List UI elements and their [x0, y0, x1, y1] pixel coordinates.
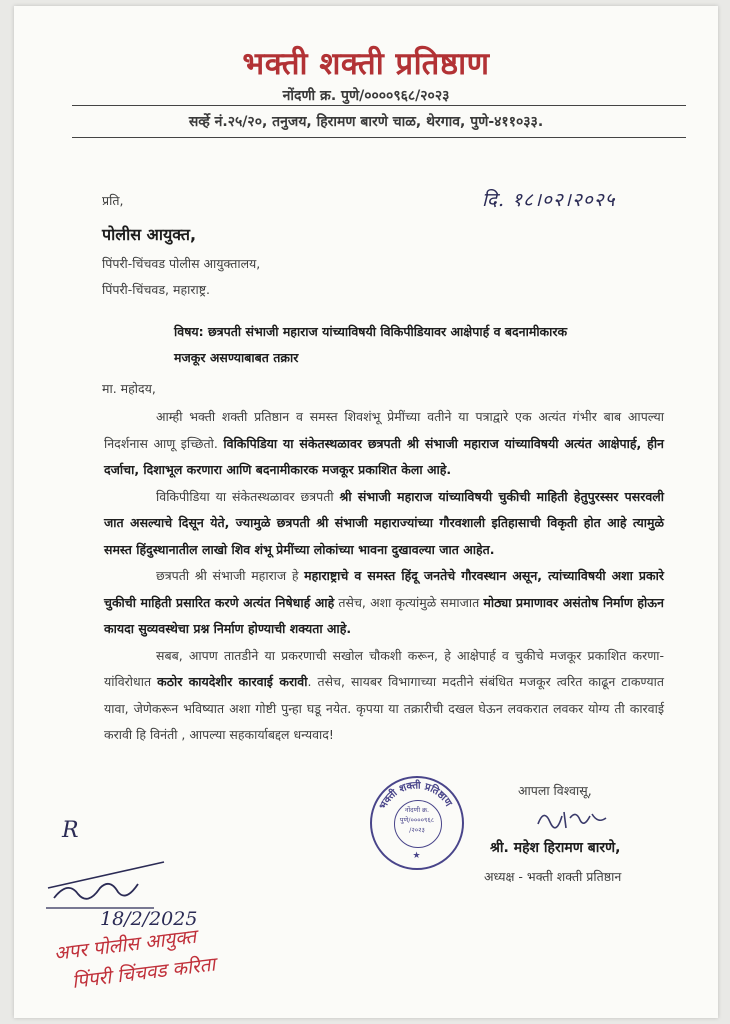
letter-body [104, 404, 664, 749]
paragraph-1-emphasis: विकिपिडिया या संकेतस्थळावर छत्रपती श्री संभाजी महाराज यांच्याविषयी अत्यंत आक्षेपार्ह, हीन दर्जाचा, दिशाभूल करणारा आणि बदनामीकारक मजकूर प्रकाशित केला आहे. [104, 435, 664, 477]
received-by-line-2: पिंपरी चिंचवड करिता [70, 953, 217, 993]
salutation: मा. महोदय, [102, 381, 156, 396]
signatory-designation: अध्यक्ष - भक्ती शक्ती प्रतिष्ठान [484, 869, 622, 884]
paragraph-4-text-2: . तसेच, सायबर विभागाच्या मदतीने संबंधित मजकूर त्वरित काढून टाकण्यात यावा, जेणेकरून भविष्यात अशा गोष्टी पुन्हा घडू नयेत. कृपया या तक्रारीची दखल घेऊन लवकरात लवकर योग्य ती कारवाई करावी हि विनंती , आपल्या सहकार्याबद्दल धन्यवाद! [104, 674, 664, 742]
paragraph-2-text: विकिपीडिया या संकेतस्थळावर छत्रपती [156, 488, 340, 504]
received-mark: R [62, 818, 79, 843]
paragraph-3 [104, 563, 664, 643]
paragraph-3-text: छत्रपती श्री संभाजी महाराज हे [156, 568, 305, 583]
paragraph-4-emphasis: कठोर कायदेशीर कारवाई करावी [157, 674, 308, 689]
paragraph-4-text: सबब, आपण तातडीने या प्रकरणाची सखोल चौकशी करून, हे आक्षेपार्ह व चुकीचे मजकूर प्रकाशित करणा-यांविरोधात [104, 647, 664, 689]
recipient-office: पिंपरी-चिंचवड पोलीस आयुक्तालय, [102, 256, 261, 271]
prati-label: प्रति, [102, 193, 124, 208]
received-scribble [34, 822, 184, 922]
organization-stamp [370, 776, 464, 870]
recipient-title: पोलीस आयुक्त, [102, 225, 197, 244]
paragraph-1-text: आम्ही भक्ती शक्ती प्रतिष्ठान व समस्त शिवशंभू प्रेमींच्या वतीने या पत्राद्वारे एक अत्यंत गंभीर बाब आपल्या निदर्शनास आणू इच्छितो. [104, 409, 664, 451]
letter-date: दि. १८।०२।२०२५ [482, 189, 616, 211]
header-rule-bottom [72, 137, 686, 138]
org-address: सर्व्हे नं.२५/२०, तनुजय, हिरामण बारणे चाळ, थेरगाव, पुणे-४११०३३. [188, 114, 544, 130]
stamp-registration [384, 805, 450, 835]
recipient-place: पिंपरी-चिंचवड, महाराष्ट्र. [102, 282, 210, 297]
stamp-reg-line-2: पुणे/००००९६८ [399, 816, 435, 824]
received-date: 18/2/2025 [100, 908, 198, 930]
stamp-reg-line-1: नोंदणी क्र. [404, 806, 430, 814]
paragraph-1 [104, 404, 664, 484]
received-by-line-1: अपर पोलीस आयुक्त [52, 925, 198, 965]
paragraph-2 [104, 484, 664, 564]
signature-scribble [534, 804, 614, 834]
registration-number: नोंदणी क्र. पुणे/००००९६८/२०२३ [282, 88, 450, 104]
paragraph-4 [104, 643, 664, 749]
stamp-org-name: भक्ती शक्ती प्रतिष्ठाण [377, 780, 454, 812]
stamp-star: ★ [412, 851, 421, 861]
paragraph-3-emphasis-2: मोठ्या प्रमाणावर असंतोष निर्माण होऊन कायदा सुव्यवस्थेचा प्रश्न निर्माण होण्याची शक्यता आहे. [104, 594, 664, 636]
paragraph-2-emphasis: श्री संभाजी महाराज यांच्याविषयी चुकीची माहिती हेतुपुरस्सर पसरवली जात असल्याचे दिसून येते, ज्यामुळे छत्रपती श्री संभाजी महाराज्यांच्या गौरवशाली इतिहासाची विकृती होत आहे त्यामुळे समस्त हिंदुस्थानातील लाखो शिव शंभू प्रेमींच्या लोकांच्या भावना दुखावल्या जात आहेत. [104, 488, 664, 557]
subject-line-1: विषय: छत्रपती संभाजी महाराज यांच्याविषयी विकिपीडियावर आक्षेपार्ह व बदनामीकारक [174, 324, 568, 339]
closing-phrase: आपला विश्वासू, [518, 783, 592, 798]
subject-line-2: मजकूर असण्याबाबत तक्रार [174, 350, 299, 365]
letter-page [14, 6, 718, 1018]
paragraph-3-text-2: तसेच, अशा कृत्यांमुळे समाजात [334, 594, 484, 610]
org-name-heading: भक्ती शक्ती प्रतिष्ठाण [242, 46, 490, 82]
header-rule-top [72, 105, 686, 106]
stamp-reg-line-3: /२०२३ [409, 826, 425, 834]
signatory-name: श्री. महेश हिरामण बारणे, [490, 840, 621, 856]
paragraph-3-emphasis-1: महाराष्ट्राचे व समस्त हिंदू जनतेचे गौरवस्थान असून, त्यांच्याविषयी अशा प्रकारे चुकीची माहिती प्रसारित करणे अत्यंत निषेधार्ह आहे [104, 568, 664, 610]
